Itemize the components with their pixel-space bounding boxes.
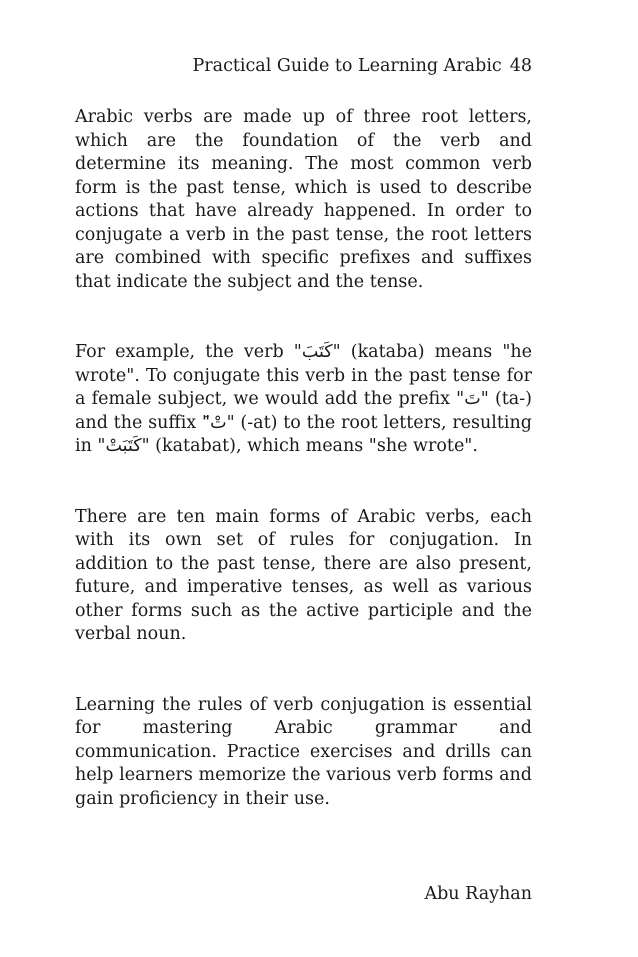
page-number: 48 bbox=[509, 56, 532, 76]
author-name: Abu Rayhan bbox=[424, 884, 532, 904]
paragraph-conjugation-example: For example, the verb "كَتَبَ" (kataba) means "he wrote". To conjugate this verb in the past tense for a female subject, we would add the prefix "تَ" (ta-) and the suffix "َتْ" (-at) to the root letters, resulting in "كَتَبَتْ" (katabat), which means "she wrote". bbox=[75, 342, 532, 456]
page-header bbox=[193, 54, 533, 78]
book-title: Practical Guide to Learning Arabic bbox=[192, 56, 502, 76]
page-footer bbox=[424, 882, 532, 906]
page-body bbox=[75, 106, 532, 811]
paragraph-learning-rules: Learning the rules of verb conjugation is essential for mastering Arabic grammar and communication. Practice exercises and drills can help learners memorize the various verb forms and gain proficiency in their use. bbox=[75, 694, 532, 809]
paragraph-root-letters: Arabic verbs are made up of three root letters, which are the foundation of the verb and determine its meaning. The most common verb form is the past tense, which is used to describe actions that have already happened. In order to conjugate a verb in the past tense, the root letters are combined with specific prefixes and suffixes that indicate the subject and the tense. bbox=[75, 107, 532, 292]
paragraph-verb-forms: There are ten main forms of Arabic verbs, each with its own set of rules for conjugation. In addition to the past tense, there are also present, future, and imperative tenses, as well as various other forms such as the active participle and the verbal noun. bbox=[75, 506, 532, 644]
